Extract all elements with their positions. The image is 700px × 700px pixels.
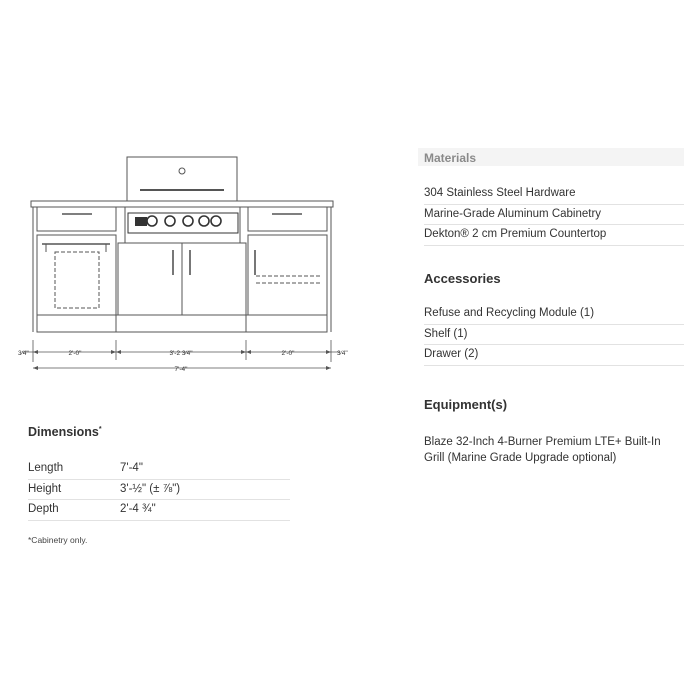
segment-left-label: 2'-0" (68, 350, 82, 357)
right-cabinet (248, 235, 327, 315)
grill-knobs (147, 216, 221, 226)
dimensions-title (28, 425, 102, 439)
dimensions-row-value: 3'-½" (± ⅞") (120, 482, 181, 495)
dimensions-row-value: 2'-4 ¾" (120, 503, 156, 515)
dimensions-row-label: Depth (28, 503, 59, 515)
materials-list (424, 184, 684, 246)
grill-hood (127, 157, 237, 201)
cabinet-base (37, 315, 327, 332)
accessories-item: Drawer (2) (424, 345, 684, 366)
segment-middle-label: 3'-2 3⁄4" (169, 350, 193, 357)
dimensions-row-value: 7'-4" (120, 462, 143, 474)
dimensions-row (28, 459, 290, 480)
equipment-description: Blaze 32-Inch 4-Burner Premium LTE+ Built-In Grill (Marine Grade Upgrade optional) (424, 436, 661, 464)
right-drawer (248, 207, 327, 231)
shelf-outline (256, 276, 322, 283)
dimensions-row-label: Height (28, 482, 62, 495)
dimensions-row-label: Length (28, 462, 64, 474)
materials-item: Dekton® 2 cm Premium Countertop (424, 225, 684, 246)
dimensions-table (28, 459, 290, 521)
materials-title: Materials (424, 151, 477, 165)
accessories-title: Accessories (424, 271, 501, 286)
dimensions-row (28, 500, 290, 521)
dimensions-title-text: Dimensions (28, 425, 99, 439)
left-offset-label: 3⁄4" (18, 350, 29, 357)
segment-right-label: 2'-0" (281, 350, 295, 357)
equipment-title: Equipment(s) (424, 397, 508, 412)
left-drawer (37, 207, 116, 231)
materials-item: Marine-Grade Aluminum Cabinetry (424, 205, 684, 226)
dimensions-footnote: *Cabinetry only. (28, 535, 88, 545)
accessories-item: Shelf (1) (424, 325, 684, 346)
dimensions-title-mark: * (98, 425, 102, 433)
right-offset-label: 3⁄4" (337, 350, 348, 357)
refuse-recycling-cabinet (37, 235, 116, 315)
grill-light-icon (135, 217, 147, 226)
accessories-item: Refuse and Recycling Module (1) (424, 304, 684, 325)
grill-logo-icon (179, 168, 185, 174)
materials-item: 304 Stainless Steel Hardware (424, 184, 684, 205)
countertop (31, 201, 333, 207)
accessories-list (424, 304, 684, 366)
dimensions-row (28, 480, 290, 501)
refuse-bin-outline (55, 252, 99, 308)
overall-length-label: 7'-4" (174, 366, 188, 373)
